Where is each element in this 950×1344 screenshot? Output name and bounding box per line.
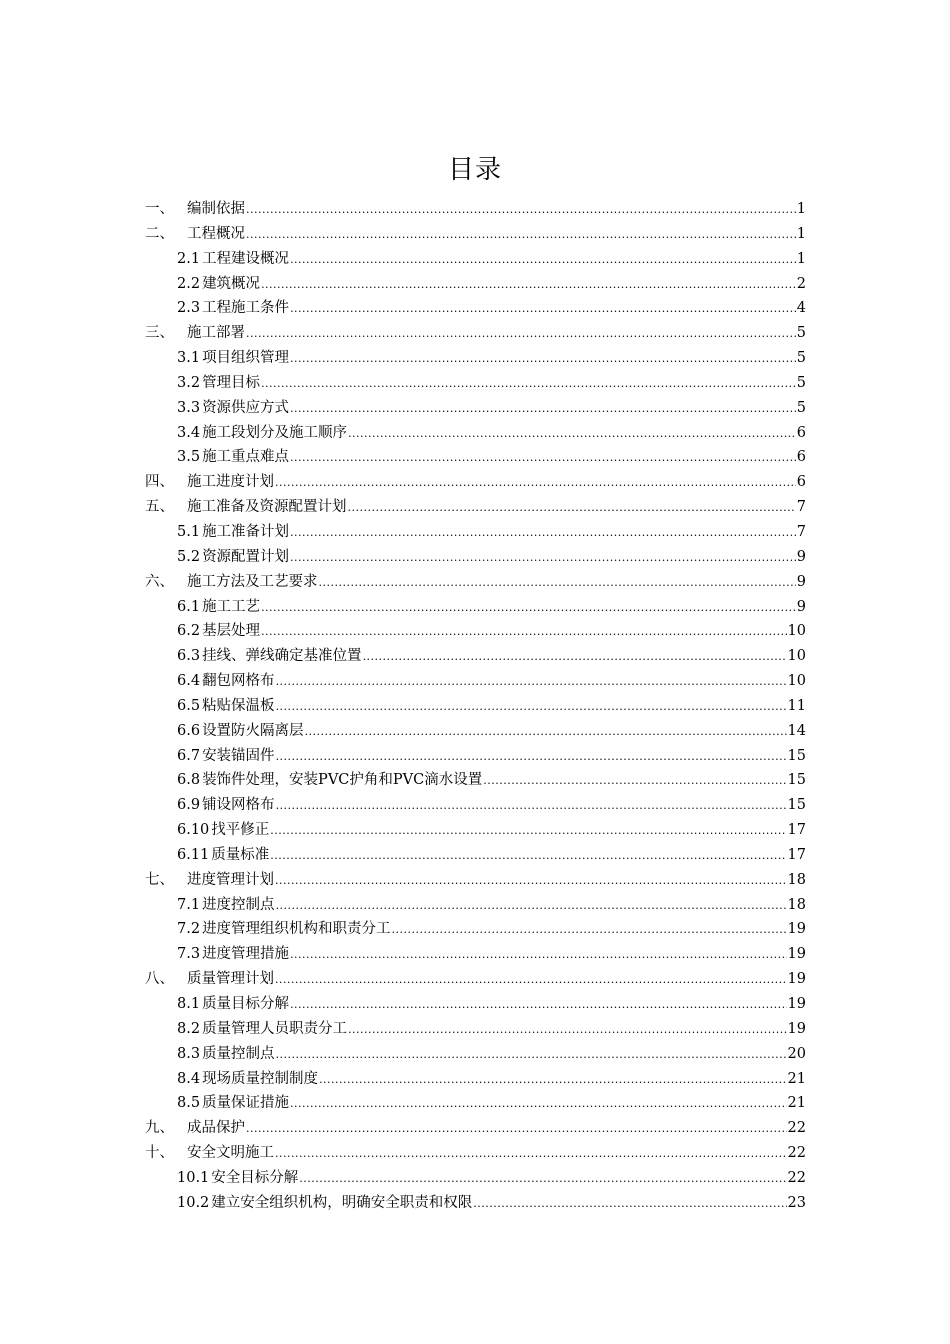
toc-entry-title: 进度管理计划 bbox=[187, 871, 274, 888]
toc-entry-title: 质量控制点 bbox=[202, 1045, 275, 1062]
toc-leader-dots bbox=[290, 347, 796, 371]
toc-entry-page-number: 10 bbox=[787, 648, 806, 665]
toc-entry-page-number: 4 bbox=[796, 300, 806, 317]
toc-entry-page-number: 19 bbox=[787, 971, 806, 988]
toc-entry-title: 基层处理 bbox=[202, 623, 261, 640]
toc-entry[interactable] bbox=[145, 296, 806, 321]
toc-leader-dots bbox=[290, 297, 796, 321]
toc-entry-page-number: 5 bbox=[796, 374, 806, 391]
toc-leader-dots bbox=[305, 720, 787, 744]
toc-entry-number: 四、 bbox=[145, 474, 174, 491]
toc-leader-dots bbox=[261, 372, 796, 396]
toc-entry-title: 进度控制点 bbox=[202, 896, 275, 913]
toc-entry-number: 8.2 bbox=[177, 1020, 201, 1037]
toc-entry-title: 现场质量控制制度 bbox=[202, 1070, 319, 1087]
toc-entry[interactable] bbox=[145, 545, 806, 570]
toc-entry-page-number: 2 bbox=[796, 275, 806, 292]
toc-entry-page-number: 22 bbox=[787, 1169, 806, 1186]
toc-leader-dots bbox=[275, 968, 787, 992]
toc-entry-page-number: 21 bbox=[787, 1095, 806, 1112]
toc-entry-title: 管理目标 bbox=[202, 374, 261, 391]
toc-entry-number: 6.6 bbox=[177, 722, 201, 739]
toc-leader-dots bbox=[473, 1192, 786, 1216]
toc-entry[interactable] bbox=[145, 247, 806, 272]
toc-entry-title: 进度管理组织机构和职责分工 bbox=[202, 921, 391, 938]
toc-entry[interactable] bbox=[145, 445, 806, 470]
toc-entry[interactable] bbox=[145, 371, 806, 396]
toc-entry[interactable] bbox=[145, 520, 806, 545]
toc-entry-page-number: 9 bbox=[796, 548, 806, 565]
toc-entry-number: 3.3 bbox=[177, 399, 201, 416]
toc-entry-page-number: 5 bbox=[796, 325, 806, 342]
toc-entry[interactable] bbox=[145, 570, 806, 595]
toc-entry[interactable] bbox=[145, 1141, 806, 1166]
toc-entry-page-number: 20 bbox=[787, 1045, 806, 1062]
toc-entry-number: 7.3 bbox=[177, 946, 201, 963]
toc-entry-page-number: 15 bbox=[787, 772, 806, 789]
toc-leader-dots bbox=[348, 1018, 786, 1042]
toc-entry-title: 粘贴保温板 bbox=[202, 697, 275, 714]
toc-entry-title: 工程概况 bbox=[187, 225, 245, 242]
toc-leader-dots bbox=[290, 546, 796, 570]
toc-entry-page-number: 9 bbox=[796, 573, 806, 590]
toc-entry-number: 6.9 bbox=[177, 797, 201, 814]
toc-leader-dots bbox=[276, 894, 787, 918]
toc-entry[interactable] bbox=[145, 1116, 806, 1141]
toc-entry-title: 安装锚固件 bbox=[202, 747, 275, 764]
toc-entry[interactable] bbox=[145, 595, 806, 620]
toc-entry-page-number: 17 bbox=[787, 846, 806, 863]
toc-entry[interactable] bbox=[145, 1091, 806, 1116]
toc-leader-dots bbox=[276, 794, 787, 818]
toc-entry-number: 5.1 bbox=[177, 523, 201, 540]
toc-leader-dots bbox=[348, 422, 796, 446]
toc-leader-dots bbox=[276, 695, 787, 719]
toc-entry-title: 施工工艺 bbox=[202, 598, 261, 615]
toc-entry-page-number: 11 bbox=[787, 697, 806, 714]
toc-entry[interactable] bbox=[145, 1042, 806, 1067]
toc-entry-page-number: 7 bbox=[796, 523, 806, 540]
toc-entry-number: 6.3 bbox=[177, 648, 201, 665]
toc-entry-title: 资源供应方式 bbox=[202, 399, 290, 416]
toc-leader-dots bbox=[246, 223, 796, 247]
toc-entry-number: 8.5 bbox=[177, 1095, 201, 1112]
toc-entry-number: 6.7 bbox=[177, 747, 201, 764]
toc-leader-dots bbox=[363, 645, 787, 669]
toc-entry[interactable] bbox=[145, 470, 806, 495]
toc-entry-number: 三、 bbox=[145, 325, 174, 342]
toc-entry-number: 8.3 bbox=[177, 1045, 201, 1062]
toc-entry-title: 质量管理计划 bbox=[187, 971, 274, 988]
toc-entry[interactable] bbox=[145, 321, 806, 346]
toc-entry[interactable] bbox=[145, 396, 806, 421]
toc-entry-title: 工程建设概况 bbox=[202, 250, 290, 267]
toc-entry-number: 6.5 bbox=[177, 697, 201, 714]
toc-entry-title: 工程施工条件 bbox=[202, 300, 290, 317]
toc-entry-title: 项目组织管理 bbox=[202, 350, 290, 367]
toc-leader-dots bbox=[261, 596, 796, 620]
toc-entry-number: 六、 bbox=[145, 573, 174, 590]
toc-entry-title: 施工准备计划 bbox=[202, 523, 290, 540]
toc-entry-number: 3.2 bbox=[177, 374, 201, 391]
toc-entry-page-number: 6 bbox=[796, 449, 806, 466]
toc-entry[interactable] bbox=[145, 744, 806, 769]
toc-entry-title: 质量目标分解 bbox=[202, 996, 290, 1012]
toc-entry-number: 七、 bbox=[145, 871, 174, 888]
toc-entry[interactable] bbox=[145, 843, 806, 868]
toc-leader-dots bbox=[275, 1142, 787, 1166]
toc-entry[interactable] bbox=[145, 1017, 806, 1042]
toc-leader-dots bbox=[348, 496, 796, 520]
toc-leader-dots bbox=[290, 943, 786, 967]
toc-entry-number: 6.4 bbox=[177, 673, 201, 690]
toc-entry[interactable] bbox=[145, 644, 806, 669]
toc-entry-title: 挂线、弹线确定基准位置 bbox=[202, 648, 362, 665]
toc-entry-number: 2.1 bbox=[177, 250, 201, 267]
toc-entry-title: 建筑概况 bbox=[202, 275, 261, 292]
toc-entry-title: 施工准备及资源配置计划 bbox=[187, 499, 347, 516]
toc-leader-dots bbox=[392, 918, 787, 942]
toc-leader-dots bbox=[270, 844, 786, 868]
toc-entry[interactable] bbox=[145, 669, 806, 694]
toc-entry[interactable] bbox=[145, 421, 806, 446]
toc-entry[interactable] bbox=[145, 818, 806, 843]
toc-entry-title: 装饰件处理，安装PVC护角和PVC滴水设置 bbox=[202, 772, 483, 789]
toc-entry[interactable] bbox=[145, 768, 806, 793]
toc-entry-page-number: 19 bbox=[787, 1020, 806, 1037]
toc-entry[interactable] bbox=[145, 1191, 806, 1216]
toc-entry-page-number: 15 bbox=[787, 747, 806, 764]
toc-entry-title: 安全文明施工 bbox=[187, 1145, 274, 1162]
toc-entry-page-number: 7 bbox=[796, 499, 806, 516]
toc-entry[interactable] bbox=[145, 197, 806, 222]
toc-leader-dots bbox=[290, 521, 796, 545]
toc-entry[interactable] bbox=[145, 1067, 806, 1092]
toc-entry-number: 8.4 bbox=[177, 1070, 201, 1087]
toc-entry-number: 3.4 bbox=[177, 424, 201, 441]
toc-entry-title: 施工部署 bbox=[187, 325, 245, 342]
toc-leader-dots bbox=[246, 322, 796, 346]
toc-entry-number: 6.1 bbox=[177, 598, 201, 615]
toc-entry-page-number: 5 bbox=[796, 350, 806, 367]
toc-entry-number: 3.5 bbox=[177, 449, 201, 466]
toc-entry-page-number: 10 bbox=[787, 623, 806, 640]
toc-entry-title: 安全目标分解 bbox=[211, 1169, 299, 1186]
toc-entry-title: 施工进度计划 bbox=[187, 474, 274, 491]
toc-entry[interactable] bbox=[145, 719, 806, 744]
toc-entry[interactable] bbox=[145, 346, 806, 371]
toc-entry-number: 八、 bbox=[145, 971, 174, 988]
toc-entry-number: 5.2 bbox=[177, 548, 201, 565]
toc-entry-title: 施工段划分及施工顺序 bbox=[202, 424, 348, 441]
toc-leader-dots bbox=[246, 1117, 787, 1141]
toc-entry[interactable] bbox=[145, 967, 806, 992]
toc-entry-page-number: 1 bbox=[796, 250, 806, 267]
toc-entry-number: 6.10 bbox=[177, 822, 210, 839]
toc-entry-title: 质量保证措施 bbox=[202, 1095, 290, 1112]
toc-entry-page-number: 21 bbox=[787, 1070, 806, 1087]
toc-entry-number: 6.11 bbox=[177, 846, 210, 863]
toc-entry-page-number: 19 bbox=[787, 946, 806, 963]
toc-entry-number: 3.1 bbox=[177, 350, 201, 367]
toc-leader-dots bbox=[290, 248, 796, 272]
toc-leader-dots bbox=[261, 620, 786, 644]
toc-entry-number: 2.3 bbox=[177, 300, 201, 317]
toc-entry-page-number: 5 bbox=[796, 399, 806, 416]
toc-entry[interactable] bbox=[145, 1166, 806, 1191]
toc-entry[interactable] bbox=[145, 619, 806, 644]
toc-leader-dots bbox=[261, 273, 796, 297]
toc-entry-number: 2.2 bbox=[177, 275, 201, 292]
toc-leader-dots bbox=[483, 769, 786, 793]
toc-entry-title: 施工重点难点 bbox=[202, 449, 290, 466]
toc-entry-number: 6.8 bbox=[177, 772, 201, 789]
toc-entry-title: 质量管理人员职责分工 bbox=[202, 1020, 348, 1037]
toc-entry-title: 资源配置计划 bbox=[202, 548, 290, 565]
toc-entry-page-number: 14 bbox=[787, 722, 806, 739]
toc-entry-number: 10.1 bbox=[177, 1169, 210, 1186]
toc-leader-dots bbox=[246, 198, 796, 222]
toc-entry[interactable] bbox=[145, 694, 806, 719]
toc-entry-title: 翻包网格布 bbox=[202, 673, 275, 690]
toc-entry-number: 7.1 bbox=[177, 896, 201, 913]
toc-leader-dots bbox=[319, 1068, 786, 1092]
toc-entry-title: 编制依据 bbox=[187, 201, 245, 217]
toc-entry-title: 铺设网格布 bbox=[202, 797, 275, 814]
toc-entry[interactable] bbox=[145, 222, 806, 247]
toc-entry-number: 九、 bbox=[145, 1120, 174, 1137]
toc-leader-dots bbox=[276, 670, 787, 694]
toc-entry-page-number: 6 bbox=[796, 424, 806, 441]
toc-leader-dots bbox=[319, 571, 796, 595]
toc-list bbox=[145, 197, 806, 1216]
toc-entry-number: 10.2 bbox=[177, 1194, 210, 1211]
toc-entry-page-number: 1 bbox=[796, 225, 806, 242]
toc-leader-dots bbox=[290, 993, 786, 1017]
toc-entry[interactable] bbox=[145, 868, 806, 893]
toc-entry-page-number: 17 bbox=[787, 822, 806, 839]
toc-entry-title: 施工方法及工艺要求 bbox=[187, 573, 318, 590]
toc-entry-number: 二、 bbox=[145, 225, 174, 242]
toc-entry-number: 五、 bbox=[145, 499, 174, 516]
toc-entry-page-number: 18 bbox=[787, 896, 806, 913]
toc-entry-number: 8.1 bbox=[177, 996, 201, 1012]
toc-entry-page-number: 22 bbox=[787, 1120, 806, 1137]
toc-leader-dots bbox=[290, 397, 796, 421]
toc-entry-number: 十、 bbox=[145, 1145, 174, 1162]
toc-entry-page-number: 23 bbox=[787, 1194, 806, 1211]
toc-entry-title: 找平修正 bbox=[211, 822, 270, 839]
toc-entry-page-number: 9 bbox=[796, 598, 806, 615]
toc-entry[interactable] bbox=[145, 495, 806, 520]
toc-entry-title: 建立安全组织机构，明确安全职责和权限 bbox=[211, 1194, 473, 1211]
toc-entry-page-number: 18 bbox=[787, 871, 806, 888]
toc-entry-page-number: 6 bbox=[796, 474, 806, 491]
toc-entry[interactable] bbox=[145, 893, 806, 918]
toc-entry-page-number: 22 bbox=[787, 1145, 806, 1162]
toc-entry-title: 成品保护 bbox=[187, 1120, 245, 1137]
toc-leader-dots bbox=[275, 869, 787, 893]
toc-entry-page-number: 19 bbox=[787, 996, 806, 1012]
toc-leader-dots bbox=[275, 471, 796, 495]
toc-title: 目录 bbox=[447, 155, 502, 185]
toc-entry-number: 一、 bbox=[145, 201, 174, 217]
toc-leader-dots bbox=[299, 1167, 786, 1191]
toc-entry[interactable] bbox=[145, 793, 806, 818]
toc-leader-dots bbox=[276, 745, 787, 769]
toc-entry-page-number: 1 bbox=[796, 201, 806, 217]
toc-entry-title: 质量标准 bbox=[211, 846, 270, 863]
toc-entry-page-number: 19 bbox=[787, 921, 806, 938]
toc-entry[interactable] bbox=[145, 272, 806, 297]
toc-entry[interactable] bbox=[145, 992, 806, 1017]
toc-leader-dots bbox=[290, 446, 796, 470]
toc-entry-title: 设置防火隔离层 bbox=[202, 722, 304, 739]
toc-leader-dots bbox=[290, 1092, 786, 1116]
toc-entry-title: 进度管理措施 bbox=[202, 946, 290, 963]
toc-entry-number: 6.2 bbox=[177, 623, 201, 640]
toc-entry[interactable] bbox=[145, 917, 806, 942]
toc-entry-page-number: 10 bbox=[787, 673, 806, 690]
toc-leader-dots bbox=[270, 819, 786, 843]
toc-entry-page-number: 15 bbox=[787, 797, 806, 814]
toc-entry-number: 7.2 bbox=[177, 921, 201, 938]
toc-entry[interactable] bbox=[145, 942, 806, 967]
toc-leader-dots bbox=[276, 1043, 787, 1067]
